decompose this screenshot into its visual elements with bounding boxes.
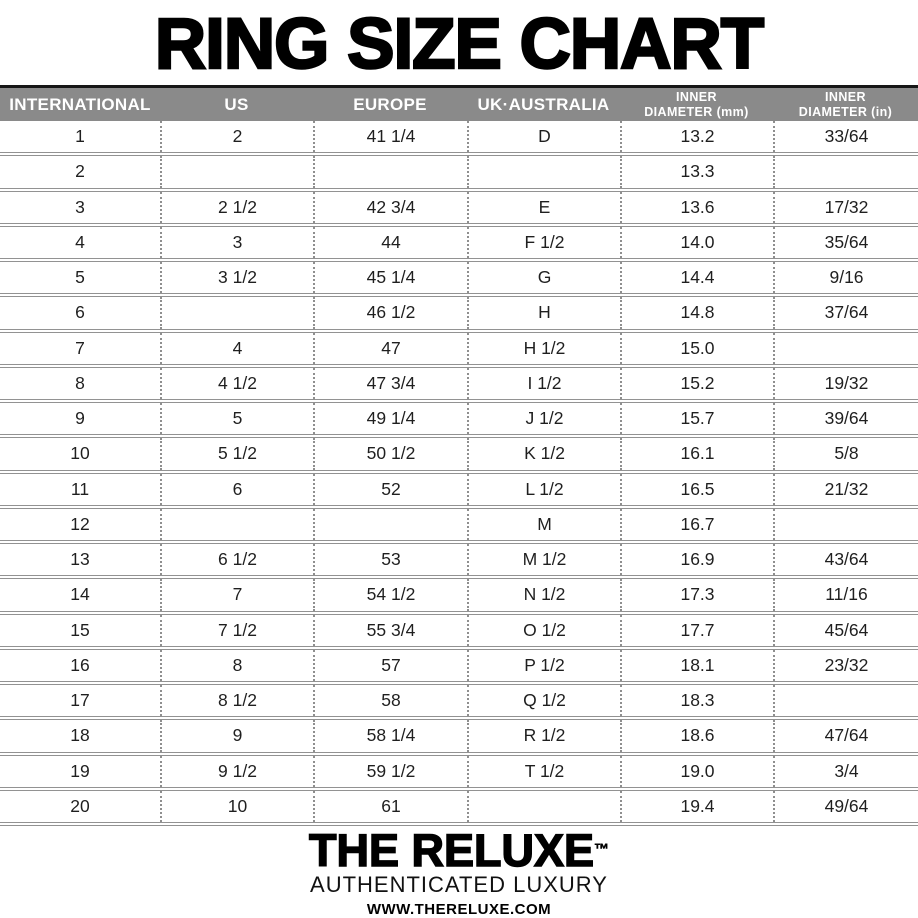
- cell-uk-australia: J 1/2: [467, 403, 620, 434]
- cell-international: 16: [70, 654, 90, 675]
- cell-europe: 50 1/2: [313, 438, 467, 469]
- cell-europe: 52: [313, 474, 467, 505]
- brand-name: THE RELUXE: [308, 825, 595, 876]
- cell-europe: 61: [313, 791, 467, 822]
- cell-inner-diameter-mm: 18.3: [620, 685, 773, 716]
- cell-europe: 49 1/4: [313, 403, 467, 434]
- cell-international: 19: [70, 760, 90, 781]
- cell-international: 17: [70, 690, 90, 711]
- cell-uk-australia: L 1/2: [467, 474, 620, 505]
- cell-uk-australia: T 1/2: [467, 756, 620, 787]
- cell-inner-diameter-in: 49/64: [773, 791, 918, 822]
- cell-inner-diameter-in: 45/64: [773, 615, 918, 646]
- brand-tagline: AUTHENTICATED LUXURY: [310, 871, 608, 898]
- table-row: [0, 474, 918, 509]
- brand-logo: [0, 825, 918, 876]
- cell-inner-diameter-mm: 16.7: [620, 509, 773, 540]
- table-row: [0, 297, 918, 332]
- cell-inner-diameter-in: 19/32: [773, 368, 918, 399]
- cell-uk-australia: O 1/2: [467, 615, 620, 646]
- cell-international: 15: [70, 619, 90, 640]
- cell-inner-diameter-in: 3/4: [773, 756, 918, 787]
- table-row: [0, 720, 918, 755]
- column-header-inner-diameter-in: [773, 90, 918, 120]
- cell-international: 10: [70, 443, 90, 464]
- cell-us: 5 1/2: [160, 438, 313, 469]
- cell-uk-australia: F 1/2: [467, 227, 620, 258]
- cell-us: 7: [160, 579, 313, 610]
- cell-us: 8: [160, 650, 313, 681]
- cell-europe: 41 1/4: [313, 121, 467, 152]
- column-header-inner-diameter-mm: [620, 90, 773, 120]
- cell-us: 9: [160, 720, 313, 751]
- cell-uk-australia: [467, 156, 620, 187]
- cell-inner-diameter-in: 43/64: [773, 544, 918, 575]
- cell-europe: 57: [313, 650, 467, 681]
- table-row: [0, 227, 918, 262]
- cell-inner-diameter-mm: 15.7: [620, 403, 773, 434]
- cell-us: 4: [160, 333, 313, 364]
- cell-europe: 58: [313, 685, 467, 716]
- cell-inner-diameter-mm: 14.0: [620, 227, 773, 258]
- cell-inner-diameter-in: [773, 156, 918, 187]
- cell-inner-diameter-in: 37/64: [773, 297, 918, 328]
- cell-international: 14: [70, 584, 90, 605]
- cell-us: 10: [160, 791, 313, 822]
- cell-uk-australia: H: [467, 297, 620, 328]
- cell-europe: 46 1/2: [313, 297, 467, 328]
- header-line-1: INNER: [676, 89, 717, 104]
- table-row: [0, 262, 918, 297]
- cell-inner-diameter-mm: 13.2: [620, 121, 773, 152]
- cell-inner-diameter-mm: 19.4: [620, 791, 773, 822]
- table-body: [0, 121, 918, 826]
- table-row: [0, 509, 918, 544]
- cell-inner-diameter-in: 35/64: [773, 227, 918, 258]
- cell-us: 7 1/2: [160, 615, 313, 646]
- cell-europe: 47: [313, 333, 467, 364]
- header-line-2: DIAMETER (in): [798, 104, 893, 119]
- cell-europe: 42 3/4: [313, 192, 467, 223]
- cell-inner-diameter-mm: 17.7: [620, 615, 773, 646]
- cell-uk-australia: R 1/2: [467, 720, 620, 751]
- cell-us: 2: [160, 121, 313, 152]
- cell-uk-australia: P 1/2: [467, 650, 620, 681]
- cell-uk-australia: I 1/2: [467, 368, 620, 399]
- cell-europe: 47 3/4: [313, 368, 467, 399]
- cell-us: 9 1/2: [160, 756, 313, 787]
- cell-europe: 58 1/4: [313, 720, 467, 751]
- cell-international: 9: [75, 408, 85, 429]
- cell-europe: [313, 509, 467, 540]
- cell-europe: 59 1/2: [313, 756, 467, 787]
- cell-inner-diameter-mm: 19.0: [620, 756, 773, 787]
- cell-uk-australia: K 1/2: [467, 438, 620, 469]
- cell-international: 4: [75, 231, 85, 252]
- cell-inner-diameter-in: 39/64: [773, 403, 918, 434]
- cell-international: 11: [70, 478, 90, 499]
- cell-europe: 55 3/4: [313, 615, 467, 646]
- cell-inner-diameter-mm: 15.0: [620, 333, 773, 364]
- cell-international: 3: [75, 196, 85, 217]
- cell-international: 2: [75, 161, 85, 182]
- cell-inner-diameter-in: 47/64: [773, 720, 918, 751]
- cell-inner-diameter-in: 23/32: [773, 650, 918, 681]
- cell-inner-diameter-in: 9/16: [773, 262, 918, 293]
- table-row: [0, 615, 918, 650]
- footer: [0, 826, 918, 918]
- table-row: [0, 650, 918, 685]
- cell-us: 3: [160, 227, 313, 258]
- cell-inner-diameter-mm: 16.9: [620, 544, 773, 575]
- cell-uk-australia: D: [467, 121, 620, 152]
- cell-us: 6 1/2: [160, 544, 313, 575]
- cell-uk-australia: Q 1/2: [467, 685, 620, 716]
- cell-europe: 44: [313, 227, 467, 258]
- cell-international: 13: [70, 549, 90, 570]
- cell-europe: [313, 156, 467, 187]
- table-row: [0, 368, 918, 403]
- table-row: [0, 579, 918, 614]
- cell-uk-australia: G: [467, 262, 620, 293]
- table-row: [0, 333, 918, 368]
- cell-inner-diameter-in: 33/64: [773, 121, 918, 152]
- cell-us: 3 1/2: [160, 262, 313, 293]
- cell-uk-australia: E: [467, 192, 620, 223]
- cell-us: 5: [160, 403, 313, 434]
- cell-international: 8: [75, 372, 85, 393]
- column-header-uk-australia: UK·AUSTRALIA: [477, 94, 610, 114]
- table-header-row: [0, 85, 918, 121]
- cell-us: 2 1/2: [160, 192, 313, 223]
- cell-inner-diameter-mm: 15.2: [620, 368, 773, 399]
- cell-inner-diameter-in: [773, 685, 918, 716]
- cell-international: 18: [70, 725, 90, 746]
- cell-inner-diameter-mm: 14.8: [620, 297, 773, 328]
- cell-uk-australia: [467, 791, 620, 822]
- cell-europe: 45 1/4: [313, 262, 467, 293]
- table-row: [0, 403, 918, 438]
- cell-inner-diameter-in: [773, 333, 918, 364]
- cell-europe: 53: [313, 544, 467, 575]
- cell-uk-australia: M: [467, 509, 620, 540]
- cell-international: 5: [75, 267, 85, 288]
- trademark-symbol: ™: [594, 841, 610, 858]
- cell-us: 4 1/2: [160, 368, 313, 399]
- cell-uk-australia: M 1/2: [467, 544, 620, 575]
- table-row: [0, 685, 918, 720]
- page-title: RING SIZE CHART: [154, 5, 764, 84]
- cell-us: [160, 156, 313, 187]
- table-row: [0, 438, 918, 473]
- cell-inner-diameter-in: 5/8: [773, 438, 918, 469]
- cell-us: 8 1/2: [160, 685, 313, 716]
- cell-us: 6: [160, 474, 313, 505]
- column-header-international: INTERNATIONAL: [9, 94, 151, 114]
- cell-international: 12: [70, 513, 90, 534]
- header-line-1: INNER: [825, 89, 866, 104]
- table-row: [0, 791, 918, 826]
- cell-inner-diameter-in: 11/16: [773, 579, 918, 610]
- column-header-us: US: [224, 94, 249, 114]
- cell-inner-diameter-in: [773, 509, 918, 540]
- table-row: [0, 756, 918, 791]
- cell-inner-diameter-mm: 14.4: [620, 262, 773, 293]
- cell-inner-diameter-mm: 13.3: [620, 156, 773, 187]
- table-row: [0, 156, 918, 191]
- cell-inner-diameter-in: 21/32: [773, 474, 918, 505]
- cell-international: 1: [75, 126, 85, 147]
- cell-international: 7: [75, 337, 85, 358]
- cell-inner-diameter-mm: 18.1: [620, 650, 773, 681]
- cell-inner-diameter-mm: 18.6: [620, 720, 773, 751]
- cell-uk-australia: H 1/2: [467, 333, 620, 364]
- cell-uk-australia: N 1/2: [467, 579, 620, 610]
- cell-international: 20: [70, 795, 90, 816]
- cell-inner-diameter-mm: 16.1: [620, 438, 773, 469]
- table-row: [0, 544, 918, 579]
- cell-inner-diameter-mm: 13.6: [620, 192, 773, 223]
- cell-us: [160, 509, 313, 540]
- cell-inner-diameter-mm: 16.5: [620, 474, 773, 505]
- table-row: [0, 192, 918, 227]
- cell-international: 6: [75, 302, 85, 323]
- cell-inner-diameter-mm: 17.3: [620, 579, 773, 610]
- table-row: [0, 121, 918, 156]
- brand-website: WWW.THERELUXE.COM: [366, 901, 552, 918]
- cell-us: [160, 297, 313, 328]
- header-line-2: DIAMETER (mm): [644, 104, 749, 119]
- column-header-europe: EUROPE: [353, 94, 427, 114]
- cell-inner-diameter-in: 17/32: [773, 192, 918, 223]
- cell-europe: 54 1/2: [313, 579, 467, 610]
